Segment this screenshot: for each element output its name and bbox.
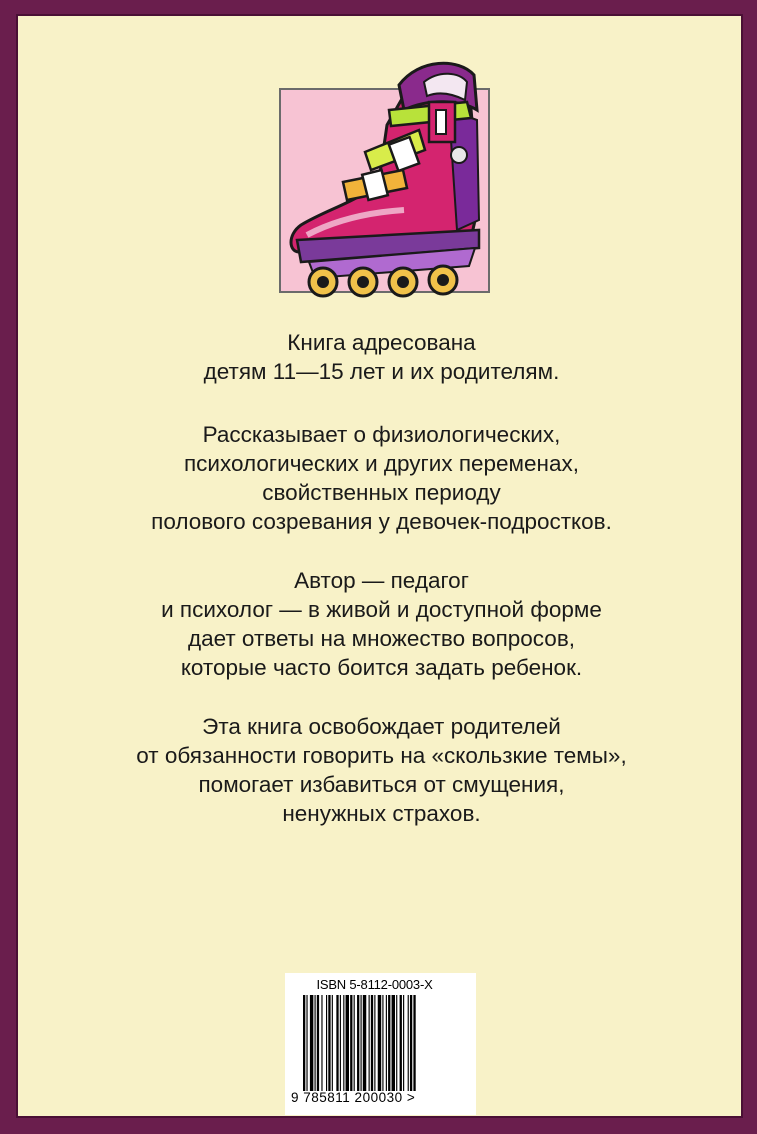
barcode-stripe bbox=[336, 995, 338, 1091]
barcode-stripe bbox=[328, 995, 330, 1091]
barcode-stripe bbox=[357, 995, 359, 1091]
barcode-stripe bbox=[413, 995, 415, 1091]
text-line: свойственных периоду bbox=[262, 480, 501, 505]
roller-skate-icon bbox=[279, 30, 509, 302]
barcode-stripe bbox=[400, 995, 402, 1091]
barcode-stripe bbox=[403, 995, 404, 1091]
text-line: Эта книга освобождает родителей bbox=[202, 714, 561, 739]
annotation-paragraph-3 bbox=[58, 566, 705, 682]
barcode-stripe bbox=[343, 995, 344, 1091]
text-line: дает ответы на множество вопросов, bbox=[187, 626, 576, 651]
barcode-bars bbox=[303, 995, 453, 1091]
text-line: которые часто боится задать ребенок. bbox=[180, 655, 583, 680]
annotation-paragraph-4 bbox=[58, 712, 705, 828]
barcode-stripe bbox=[310, 995, 313, 1091]
barcode-stripe bbox=[410, 995, 412, 1091]
barcode-stripe bbox=[326, 995, 327, 1091]
text-line: от обязанности говорить на «скользкие темы», bbox=[136, 743, 627, 768]
text-line: и психолог — в живой и доступной форме bbox=[161, 597, 602, 622]
text-line: ненужных страхов. bbox=[282, 801, 481, 826]
barcode-stripe bbox=[306, 995, 307, 1091]
text-line: помогает избавиться от смущения, bbox=[198, 772, 565, 797]
barcode-stripe bbox=[408, 995, 409, 1091]
text-line: полового созревания у девочек-подростков. bbox=[151, 509, 612, 534]
text-line: психологических и других переменах, bbox=[184, 451, 579, 476]
barcode-stripe bbox=[382, 995, 383, 1091]
annotation-paragraph-1 bbox=[58, 328, 705, 386]
barcode-stripe bbox=[317, 995, 319, 1091]
isbn-label: ISBN 5-8112-0003-X bbox=[316, 977, 433, 992]
barcode-stripe bbox=[374, 995, 375, 1091]
barcode-stripe bbox=[371, 995, 373, 1091]
text-line: Книга адресована bbox=[287, 330, 476, 355]
barcode-stripe bbox=[354, 995, 355, 1091]
barcode-stripe bbox=[392, 995, 395, 1091]
barcode-stripe bbox=[363, 995, 366, 1091]
barcode-stripe bbox=[386, 995, 387, 1091]
barcode-stripe bbox=[388, 995, 390, 1091]
barcode-stripe bbox=[303, 995, 305, 1091]
barcode-stripe bbox=[340, 995, 341, 1091]
barcode-stripe bbox=[396, 995, 397, 1091]
barcode-stripe bbox=[315, 995, 316, 1091]
barcode-digits: 9 785811 200030 > bbox=[291, 1090, 416, 1105]
annotation-paragraph-2 bbox=[58, 420, 705, 536]
cover-panel bbox=[16, 14, 743, 1118]
text-line: Автор — педагог bbox=[294, 568, 469, 593]
illustration-frame bbox=[279, 88, 490, 293]
barcode-stripe bbox=[361, 995, 362, 1091]
barcode-stripe bbox=[378, 995, 381, 1091]
text-line: детям 11—15 лет и их родителям. bbox=[203, 359, 560, 384]
isbn-barcode bbox=[285, 973, 476, 1115]
text-line: Рассказывает о физиологических, bbox=[202, 422, 561, 447]
barcode-stripe bbox=[321, 995, 322, 1091]
barcode-stripe bbox=[332, 995, 333, 1091]
barcode-stripe bbox=[369, 995, 370, 1091]
barcode-stripe bbox=[346, 995, 349, 1091]
barcode-stripe bbox=[350, 995, 352, 1091]
